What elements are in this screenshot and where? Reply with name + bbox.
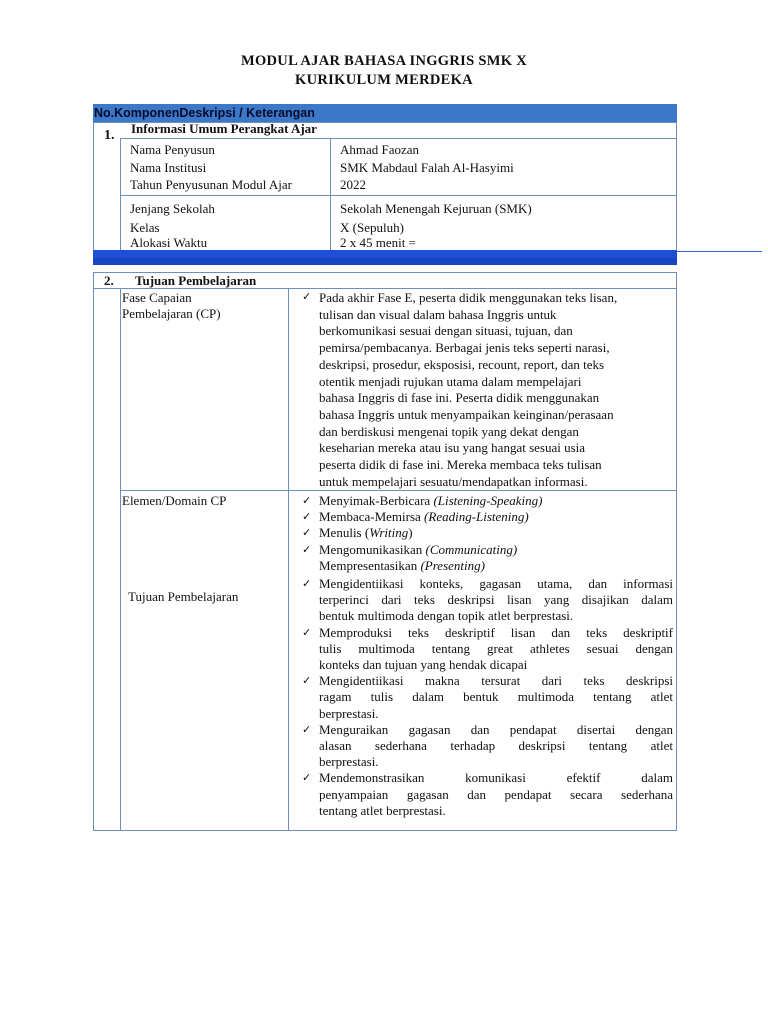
check-icon: ✓ — [302, 526, 312, 540]
list-item: ✓ Menulis (Writing) — [302, 525, 413, 541]
label-kelas: Kelas — [130, 220, 160, 235]
list-item-line: Memproduksi teks deskriptif lisan dan teks deskriptif — [319, 624, 673, 640]
tujuan-label: Tujuan Pembelajaran — [128, 589, 239, 604]
list-item — [297, 673, 673, 722]
list-item: ✓ Mengomunikasikan (Communicating) — [302, 541, 518, 557]
separator-bar-bottom — [93, 258, 677, 265]
fase-line: berkomunikasi sesuai dengan situasi, tujuan, dan — [319, 323, 573, 339]
fase-line: peserta didik di fase ini. Mereka membaca teks tulisan — [319, 457, 602, 473]
label-nama-institusi: Nama Institusi — [130, 160, 207, 175]
list-item-line: alasan sederhana terhadap deskripsi tentang atlet — [319, 738, 673, 754]
tujuan-list — [297, 576, 673, 819]
list-item-line: tulis multimoda tentang great athletes sesuai dengan — [319, 640, 673, 656]
list-item-line: ragam tulis dalam bentuk multimoda tentang atlet — [319, 689, 673, 705]
fase-line: Pada akhir Fase E, peserta didik menggunakan teks lisan, — [319, 290, 618, 305]
section2-title: Tujuan Pembelajaran — [135, 273, 257, 288]
fase-line: deskripsi, prosedur, eksposisi, recount, report, dan teks — [319, 356, 605, 372]
section2-left-divider — [120, 288, 121, 831]
list-item — [297, 722, 673, 771]
separator-stray-line — [677, 251, 762, 252]
list-item-line: Mendemonstrasikan komunikasi efektif dalam — [319, 770, 673, 786]
section2-number: 2. — [104, 273, 114, 288]
value-kelas: X (Sepuluh) — [340, 220, 404, 235]
list-item-line: Mengidentiikasi konteks, gagasan utama, dan informasi — [319, 576, 673, 591]
fase-line: otentik menjadi rujukan utama dalam mempelajari — [319, 373, 582, 389]
check-icon: ✓ — [302, 494, 312, 507]
list-item-line: penyampaian gagasan dan pendapat secara sederhana — [319, 786, 673, 802]
check-icon: ✓ — [302, 510, 312, 524]
document-title-line1: MODUL AJAR BAHASA INGGRIS SMK X — [240, 53, 528, 69]
elemen-label: Elemen/Domain CP — [122, 493, 227, 508]
fase-paragraph — [297, 290, 673, 490]
section1-number: 1. — [104, 128, 115, 143]
value-tahun-penyusunan: 2022 — [340, 177, 366, 192]
separator-bar-top — [93, 250, 677, 258]
list-item: ✓ Membaca-Memirsa (Reading-Listening) — [302, 509, 529, 525]
fase-label-line1: Fase Capaian — [122, 290, 192, 305]
value-nama-institusi: SMK Mabdaul Falah Al-Hasyimi — [340, 160, 514, 175]
list-item-line: tentang atlet berprestasi. — [319, 802, 446, 818]
value-jenjang-sekolah: Sekolah Menengah Kejuruan (SMK) — [340, 201, 532, 216]
fase-line: dan berdiskusi mengenai topik yang dekat dengan — [319, 423, 579, 439]
list-item-line: terperinci dari teks deskripsi lisan yang disajikan dalam — [319, 592, 673, 608]
table-header-bar: No.KomponenDeskripsi / Keterangan — [93, 104, 677, 122]
section1-row-divider — [120, 195, 677, 196]
elemen-list — [297, 493, 673, 574]
list-item-line: berprestasi. — [319, 754, 379, 770]
check-icon: ✓ — [302, 771, 312, 785]
fase-label-line2: Pembelajaran (CP) — [122, 306, 221, 321]
list-item — [297, 770, 673, 819]
fase-line: bahasa Inggris untuk menyampaikan keinginan/perasaan — [319, 406, 614, 422]
value-alokasi-waktu: 2 x 45 menit = — [340, 235, 416, 250]
section1-title: Informasi Umum Perangkat Ajar — [131, 121, 317, 136]
list-item-line: Menguraikan gagasan dan pendapat disertai dengan — [319, 721, 673, 737]
list-item — [297, 625, 673, 674]
document-title-line2: KURIKULUM MERDEKA — [295, 72, 473, 88]
check-icon: ✓ — [302, 290, 312, 303]
fase-line: tulisan dan visual dalam bahasa Inggris untuk — [319, 306, 557, 322]
list-item-line: Mengidentiikasi makna tersurat dari teks deskripsi — [319, 673, 673, 689]
section2-mid-divider — [288, 288, 289, 831]
label-tahun-penyusunan: Tahun Penyusunan Modul Ajar — [130, 177, 292, 192]
fase-line: untuk mempelajari sesuatu/mendapatkan informasi. — [319, 473, 588, 489]
list-item-line: berprestasi. — [319, 705, 379, 721]
list-item — [297, 576, 673, 625]
check-icon: ✓ — [302, 674, 312, 688]
label-jenjang-sekolah: Jenjang Sekolah — [130, 201, 215, 216]
check-icon: ✓ — [302, 577, 312, 590]
list-item-line: bentuk multimoda dengan topik atlet berprestasi. — [319, 608, 574, 624]
fase-line: keseharian mereka atau isu yang hangat sesuai usia — [319, 440, 586, 456]
fase-line: bahasa Inggris di fase ini. Peserta didik menggunakan — [319, 390, 600, 406]
value-nama-penyusun: Ahmad Faozan — [340, 142, 420, 157]
label-nama-penyusun: Nama Penyusun — [130, 142, 215, 157]
list-item-continuation: Mempresentasikan (Presenting) — [319, 557, 485, 573]
fase-line: pemirsa/pembacanya. Berbagai jenis teks seperti narasi, — [319, 340, 610, 356]
list-item: ✓ Menyimak-Berbicara (Listening-Speaking) — [302, 493, 543, 508]
check-icon: ✓ — [302, 542, 312, 556]
check-icon: ✓ — [302, 722, 312, 736]
label-alokasi-waktu: Alokasi Waktu — [130, 235, 208, 250]
list-item-line: konteks dan tujuan yang hendak dicapai — [319, 657, 528, 673]
check-icon: ✓ — [302, 625, 312, 639]
